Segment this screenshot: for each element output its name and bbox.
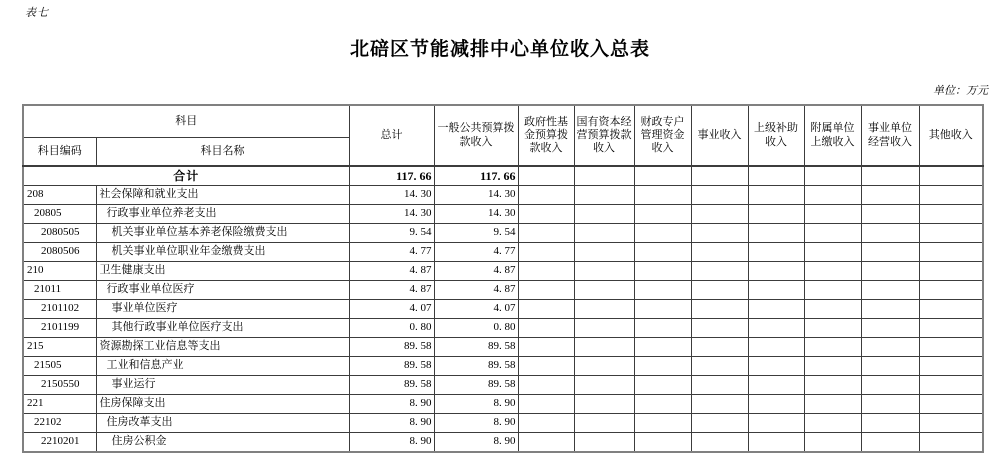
empty-cell xyxy=(518,300,574,319)
table-row xyxy=(23,338,983,357)
empty-cell xyxy=(574,262,634,281)
empty-cell xyxy=(861,300,919,319)
empty-cell xyxy=(748,338,804,357)
empty-cell xyxy=(861,262,919,281)
empty-cell xyxy=(574,166,634,186)
empty-cell xyxy=(691,414,748,433)
empty-cell xyxy=(919,357,983,376)
income-table xyxy=(22,104,984,453)
empty-cell xyxy=(518,166,574,186)
empty-cell xyxy=(861,376,919,395)
empty-cell xyxy=(691,395,748,414)
subject-name-cell: 住房改革支出 xyxy=(96,414,349,433)
general-budget-cell: 14. 30 xyxy=(434,186,518,205)
subject-name-cell: 住房保障支出 xyxy=(96,395,349,414)
page-title: 北碚区节能减排中心单位收入总表 xyxy=(349,39,650,60)
empty-cell xyxy=(804,224,861,243)
empty-cell xyxy=(804,166,861,186)
empty-cell xyxy=(919,338,983,357)
empty-cell xyxy=(861,357,919,376)
empty-cell xyxy=(574,205,634,224)
empty-cell xyxy=(574,300,634,319)
grand-total-general-budget: 117. 66 xyxy=(434,166,518,186)
table-header xyxy=(23,105,983,166)
total-cell: 4. 87 xyxy=(349,281,434,300)
empty-cell xyxy=(919,300,983,319)
subject-code-cell: 208 xyxy=(23,186,96,205)
subject-name-cell: 行政事业单位养老支出 xyxy=(96,205,349,224)
empty-cell xyxy=(634,205,691,224)
empty-cell xyxy=(861,166,919,186)
empty-cell xyxy=(861,433,919,453)
empty-cell xyxy=(748,376,804,395)
empty-cell xyxy=(919,243,983,262)
subject-code-cell: 2210201 xyxy=(23,433,96,453)
subject-name-cell: 卫生健康支出 xyxy=(96,262,349,281)
total-cell: 8. 90 xyxy=(349,433,434,453)
subject-name-cell: 资源勘探工业信息等支出 xyxy=(96,338,349,357)
empty-cell xyxy=(691,281,748,300)
general-budget-cell: 8. 90 xyxy=(434,414,518,433)
empty-cell xyxy=(919,205,983,224)
table-row xyxy=(23,300,983,319)
header-state-capital: 国有资本经营预算拨款收入 xyxy=(574,105,634,166)
header-other-income: 其他收入 xyxy=(919,105,983,166)
subject-name-cell: 机关事业单位职业年金缴费支出 xyxy=(96,243,349,262)
empty-cell xyxy=(804,243,861,262)
subject-code-cell: 21011 xyxy=(23,281,96,300)
general-budget-cell: 4. 87 xyxy=(434,262,518,281)
empty-cell xyxy=(691,338,748,357)
total-cell: 14. 30 xyxy=(349,186,434,205)
general-budget-cell: 4. 87 xyxy=(434,281,518,300)
empty-cell xyxy=(634,395,691,414)
empty-cell xyxy=(748,319,804,338)
empty-cell xyxy=(634,262,691,281)
subject-name-cell: 事业单位医疗 xyxy=(96,300,349,319)
subject-name-cell: 社会保障和就业支出 xyxy=(96,186,349,205)
grand-total-value: 117. 66 xyxy=(349,166,434,186)
table-row xyxy=(23,357,983,376)
total-cell: 9. 54 xyxy=(349,224,434,243)
empty-cell xyxy=(861,395,919,414)
header-subordinate-remit: 附属单位上缴收入 xyxy=(804,105,861,166)
empty-cell xyxy=(691,205,748,224)
sheet-tag: 表七 xyxy=(25,7,49,19)
table-row xyxy=(23,186,983,205)
unit-note: 单位：万元 xyxy=(933,85,988,97)
table-body xyxy=(23,166,983,452)
general-budget-cell: 89. 58 xyxy=(434,376,518,395)
empty-cell xyxy=(574,357,634,376)
empty-cell xyxy=(691,433,748,453)
empty-cell xyxy=(574,319,634,338)
empty-cell xyxy=(574,281,634,300)
empty-cell xyxy=(861,319,919,338)
empty-cell xyxy=(518,376,574,395)
header-subject: 科目 xyxy=(23,105,349,138)
grand-total-label: 合计 xyxy=(23,166,349,186)
total-cell: 89. 58 xyxy=(349,376,434,395)
empty-cell xyxy=(748,186,804,205)
total-cell: 89. 58 xyxy=(349,338,434,357)
empty-cell xyxy=(691,186,748,205)
empty-cell xyxy=(804,414,861,433)
empty-cell xyxy=(748,224,804,243)
table-row xyxy=(23,281,983,300)
empty-cell xyxy=(634,300,691,319)
general-budget-cell: 14. 30 xyxy=(434,205,518,224)
header-gov-fund: 政府性基金预算拨款收入 xyxy=(518,105,574,166)
empty-cell xyxy=(748,281,804,300)
empty-cell xyxy=(804,433,861,453)
empty-cell xyxy=(634,243,691,262)
empty-cell xyxy=(748,414,804,433)
total-cell: 14. 30 xyxy=(349,205,434,224)
table-row xyxy=(23,395,983,414)
empty-cell xyxy=(634,319,691,338)
empty-cell xyxy=(804,205,861,224)
subject-name-cell: 其他行政事业单位医疗支出 xyxy=(96,319,349,338)
empty-cell xyxy=(861,205,919,224)
header-operation-income: 事业收入 xyxy=(691,105,748,166)
empty-cell xyxy=(804,357,861,376)
general-budget-cell: 4. 07 xyxy=(434,300,518,319)
empty-cell xyxy=(574,186,634,205)
empty-cell xyxy=(804,376,861,395)
empty-cell xyxy=(861,338,919,357)
table-row xyxy=(23,205,983,224)
subject-name-cell: 行政事业单位医疗 xyxy=(96,281,349,300)
empty-cell xyxy=(804,281,861,300)
total-cell: 8. 90 xyxy=(349,395,434,414)
empty-cell xyxy=(748,357,804,376)
empty-cell xyxy=(574,395,634,414)
empty-cell xyxy=(574,224,634,243)
empty-cell xyxy=(518,395,574,414)
empty-cell xyxy=(691,243,748,262)
empty-cell xyxy=(691,376,748,395)
header-business-operating: 事业单位经营收入 xyxy=(861,105,919,166)
total-cell: 4. 77 xyxy=(349,243,434,262)
general-budget-cell: 4. 77 xyxy=(434,243,518,262)
empty-cell xyxy=(919,166,983,186)
empty-cell xyxy=(634,166,691,186)
empty-cell xyxy=(634,433,691,453)
empty-cell xyxy=(691,224,748,243)
empty-cell xyxy=(804,319,861,338)
empty-cell xyxy=(919,319,983,338)
general-budget-cell: 89. 58 xyxy=(434,357,518,376)
table-row xyxy=(23,319,983,338)
empty-cell xyxy=(861,186,919,205)
header-fiscal-account: 财政专户管理资金收入 xyxy=(634,105,691,166)
header-total: 总计 xyxy=(349,105,434,166)
empty-cell xyxy=(804,395,861,414)
empty-cell xyxy=(634,281,691,300)
empty-cell xyxy=(518,414,574,433)
total-cell: 4. 87 xyxy=(349,262,434,281)
general-budget-cell: 89. 58 xyxy=(434,338,518,357)
empty-cell xyxy=(919,224,983,243)
empty-cell xyxy=(574,433,634,453)
table-row xyxy=(23,224,983,243)
empty-cell xyxy=(518,186,574,205)
empty-cell xyxy=(748,205,804,224)
empty-cell xyxy=(804,186,861,205)
empty-cell xyxy=(861,281,919,300)
general-budget-cell: 0. 80 xyxy=(434,319,518,338)
subject-code-cell: 22102 xyxy=(23,414,96,433)
empty-cell xyxy=(518,433,574,453)
subject-name-cell: 工业和信息产业 xyxy=(96,357,349,376)
empty-cell xyxy=(861,414,919,433)
header-general-budget: 一般公共预算拨款收入 xyxy=(434,105,518,166)
empty-cell xyxy=(518,243,574,262)
empty-cell xyxy=(691,300,748,319)
empty-cell xyxy=(919,186,983,205)
empty-cell xyxy=(748,243,804,262)
empty-cell xyxy=(919,376,983,395)
empty-cell xyxy=(804,262,861,281)
empty-cell xyxy=(748,433,804,453)
empty-cell xyxy=(574,338,634,357)
subject-name-cell: 机关事业单位基本养老保险缴费支出 xyxy=(96,224,349,243)
empty-cell xyxy=(634,224,691,243)
general-budget-cell: 9. 54 xyxy=(434,224,518,243)
table-row xyxy=(23,243,983,262)
general-budget-cell: 8. 90 xyxy=(434,433,518,453)
empty-cell xyxy=(574,243,634,262)
grand-total-row xyxy=(23,166,983,186)
empty-cell xyxy=(748,395,804,414)
empty-cell xyxy=(518,262,574,281)
empty-cell xyxy=(691,262,748,281)
header-subject-code: 科目编码 xyxy=(23,138,96,167)
empty-cell xyxy=(919,281,983,300)
table-row xyxy=(23,433,983,453)
empty-cell xyxy=(634,357,691,376)
header-subject-name: 科目名称 xyxy=(96,138,349,167)
empty-cell xyxy=(634,376,691,395)
empty-cell xyxy=(748,300,804,319)
empty-cell xyxy=(691,357,748,376)
subject-code-cell: 21505 xyxy=(23,357,96,376)
empty-cell xyxy=(919,433,983,453)
empty-cell xyxy=(861,224,919,243)
table-row xyxy=(23,376,983,395)
subject-name-cell: 事业运行 xyxy=(96,376,349,395)
subject-code-cell: 2101199 xyxy=(23,319,96,338)
empty-cell xyxy=(804,300,861,319)
empty-cell xyxy=(518,357,574,376)
empty-cell xyxy=(691,166,748,186)
subject-code-cell: 215 xyxy=(23,338,96,357)
empty-cell xyxy=(518,319,574,338)
empty-cell xyxy=(574,376,634,395)
empty-cell xyxy=(691,319,748,338)
empty-cell xyxy=(804,338,861,357)
empty-cell xyxy=(634,414,691,433)
subject-name-cell: 住房公积金 xyxy=(96,433,349,453)
subject-code-cell: 210 xyxy=(23,262,96,281)
subject-code-cell: 221 xyxy=(23,395,96,414)
subject-code-cell: 2080506 xyxy=(23,243,96,262)
empty-cell xyxy=(748,262,804,281)
general-budget-cell: 8. 90 xyxy=(434,395,518,414)
table-row xyxy=(23,262,983,281)
total-cell: 8. 90 xyxy=(349,414,434,433)
subject-code-cell: 2101102 xyxy=(23,300,96,319)
header-row-1 xyxy=(23,105,983,138)
subject-code-cell: 20805 xyxy=(23,205,96,224)
empty-cell xyxy=(634,338,691,357)
empty-cell xyxy=(919,262,983,281)
subject-code-cell: 2080505 xyxy=(23,224,96,243)
table-row xyxy=(23,414,983,433)
subject-code-cell: 2150550 xyxy=(23,376,96,395)
empty-cell xyxy=(634,186,691,205)
total-cell: 4. 07 xyxy=(349,300,434,319)
total-cell: 89. 58 xyxy=(349,357,434,376)
empty-cell xyxy=(518,338,574,357)
empty-cell xyxy=(574,414,634,433)
empty-cell xyxy=(919,414,983,433)
total-cell: 0. 80 xyxy=(349,319,434,338)
empty-cell xyxy=(518,224,574,243)
header-superior-subsidy: 上级补助收入 xyxy=(748,105,804,166)
empty-cell xyxy=(919,395,983,414)
empty-cell xyxy=(861,243,919,262)
empty-cell xyxy=(518,205,574,224)
empty-cell xyxy=(748,166,804,186)
empty-cell xyxy=(518,281,574,300)
